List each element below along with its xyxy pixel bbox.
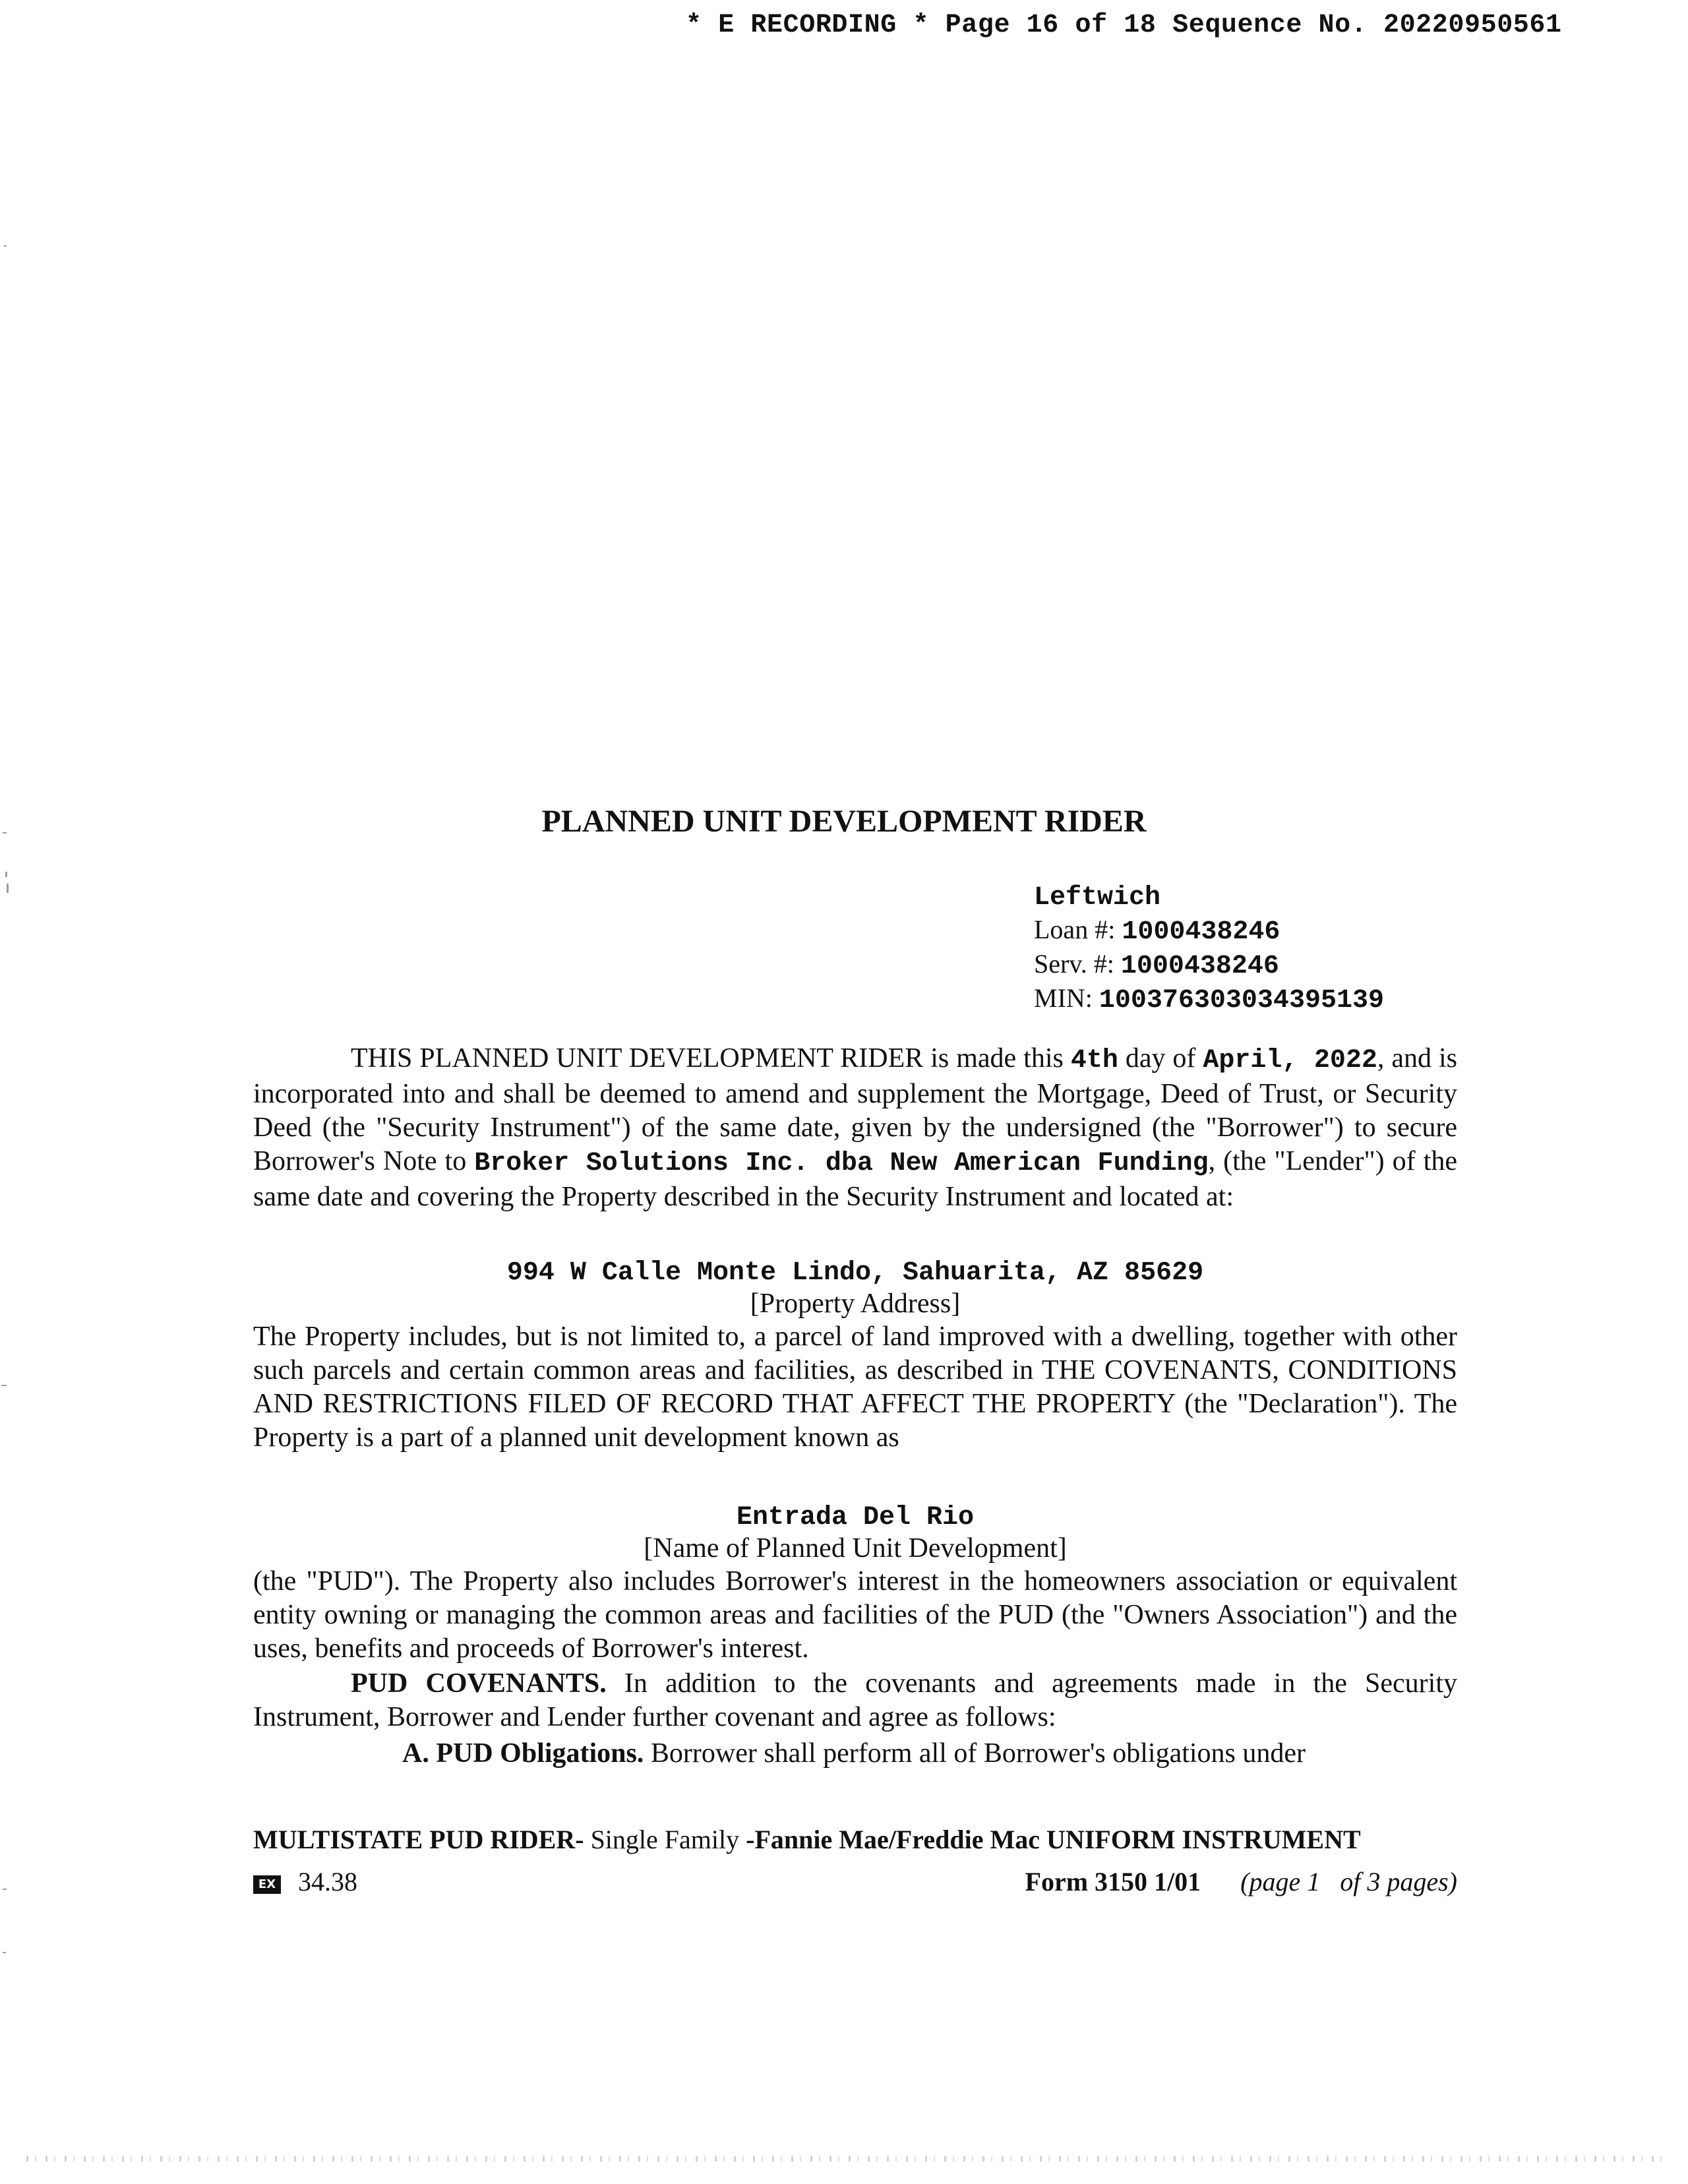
intro-text-3: , and is incorporated into and shall be deemed to amend and supplement the Mortgage, Deed of Trust, or Security Deed (the "Security Instrument") of the same date, given by the undersigned (the "Borrower") to secure Borrower's Note to bbox=[253, 1043, 1458, 1176]
footer-right bbox=[1025, 1866, 1457, 1897]
footer-left bbox=[253, 1866, 357, 1897]
page-info: (page 1 of 3 pages) bbox=[1240, 1867, 1457, 1896]
rider-day: 4th bbox=[1070, 1046, 1118, 1076]
intro-text-1: THIS PLANNED UNIT DEVELOPMENT RIDER is made this bbox=[351, 1043, 1071, 1074]
pud-name: Entrada Del Rio bbox=[736, 1503, 975, 1532]
loan-number-label: Loan #: bbox=[1034, 915, 1116, 944]
serv-number: 1000438246 bbox=[1120, 952, 1279, 981]
intro-text-2: day of bbox=[1118, 1043, 1203, 1074]
recording-header: * E RECORDING * Page 16 of 18 Sequence No. 20220950561 bbox=[686, 11, 1562, 40]
pud-obligations-paragraph bbox=[402, 1737, 1457, 1771]
document-title: PLANNED UNIT DEVELOPMENT RIDER bbox=[541, 804, 1147, 839]
property-address: 994 W Calle Monte Lindo, Sahuarita, AZ 85629 bbox=[506, 1258, 1204, 1288]
lender-name: Broker Solutions Inc. dba New American Funding bbox=[474, 1149, 1209, 1178]
loan-info-block bbox=[1034, 880, 1384, 1017]
pud-name-line bbox=[253, 1499, 1457, 1534]
intro-text-4: , (the "Lender") of the same date and covering the Property described in the Security Instrument and located at: bbox=[253, 1146, 1457, 1212]
scan-speck bbox=[1, 1385, 7, 1386]
footer-code: 34.38 bbox=[298, 1867, 357, 1896]
pud-name-caption: [Name of Planned Unit Development] bbox=[644, 1533, 1067, 1563]
scan-speck bbox=[3, 832, 7, 834]
pud-definition-paragraph: (the "PUD"). The Property also includes Borrower's interest in the homeowners association or equivalent entity owning or managing the common areas and facilities of the PUD (the "Owners Association") and the uses, benefits and proceeds of Borrower's interest. bbox=[253, 1566, 1457, 1664]
property-description-paragraph: The Property includes, but is not limited to, a parcel of land improved with a dwelling, together with other such parcels and certain common areas and facilities, as described in THE COVENANTS, CONDITIONS AND RESTRICTIONS FILED OF RECORD THAT AFFECT THE PROPERTY (the "Declaration"). The Property is a part of a planned unit development known as bbox=[253, 1321, 1457, 1453]
ex-logo-icon: EX bbox=[253, 1875, 281, 1894]
pud-covenants-heading: PUD COVENANTS. bbox=[351, 1668, 607, 1699]
form-number: Form 3150 1/01 bbox=[1025, 1867, 1201, 1896]
scan-speck bbox=[7, 884, 9, 893]
min-number: 100376303034395139 bbox=[1099, 986, 1384, 1016]
footer-title-bold-2: -Fannie Mae/Freddie Mac UNIFORM INSTRUMENT bbox=[746, 1825, 1361, 1854]
footer-form-title bbox=[253, 1824, 1361, 1855]
pud-obligations-heading: A. PUD Obligations. bbox=[402, 1738, 644, 1769]
scan-speck bbox=[5, 872, 7, 877]
serv-number-label: Serv. #: bbox=[1034, 949, 1114, 979]
scan-speck bbox=[3, 1952, 6, 1953]
scan-speck bbox=[3, 1889, 7, 1890]
borrower-name: Leftwich bbox=[1034, 883, 1161, 913]
property-address-line bbox=[253, 1254, 1457, 1290]
loan-number: 1000438246 bbox=[1122, 917, 1281, 947]
pud-obligations-text: Borrower shall perform all of Borrower's obligations under bbox=[644, 1738, 1306, 1769]
min-label: MIN: bbox=[1034, 983, 1093, 1013]
pud-covenants-paragraph bbox=[253, 1667, 1457, 1734]
intro-paragraph bbox=[253, 1042, 1457, 1214]
scan-noise-strip bbox=[26, 2156, 1662, 2162]
property-address-caption: [Property Address] bbox=[750, 1289, 961, 1319]
footer-title-regular: Single Family bbox=[584, 1825, 746, 1854]
rider-month-year: April, 2022 bbox=[1203, 1046, 1377, 1076]
scan-speck bbox=[4, 245, 7, 247]
pud-covenants-text: In addition to the covenants and agreements made in the Security Instrument, Borrower and Lender further covenant and agree as follows: bbox=[253, 1668, 1458, 1732]
footer-title-bold-1: MULTISTATE PUD RIDER- bbox=[253, 1825, 584, 1854]
